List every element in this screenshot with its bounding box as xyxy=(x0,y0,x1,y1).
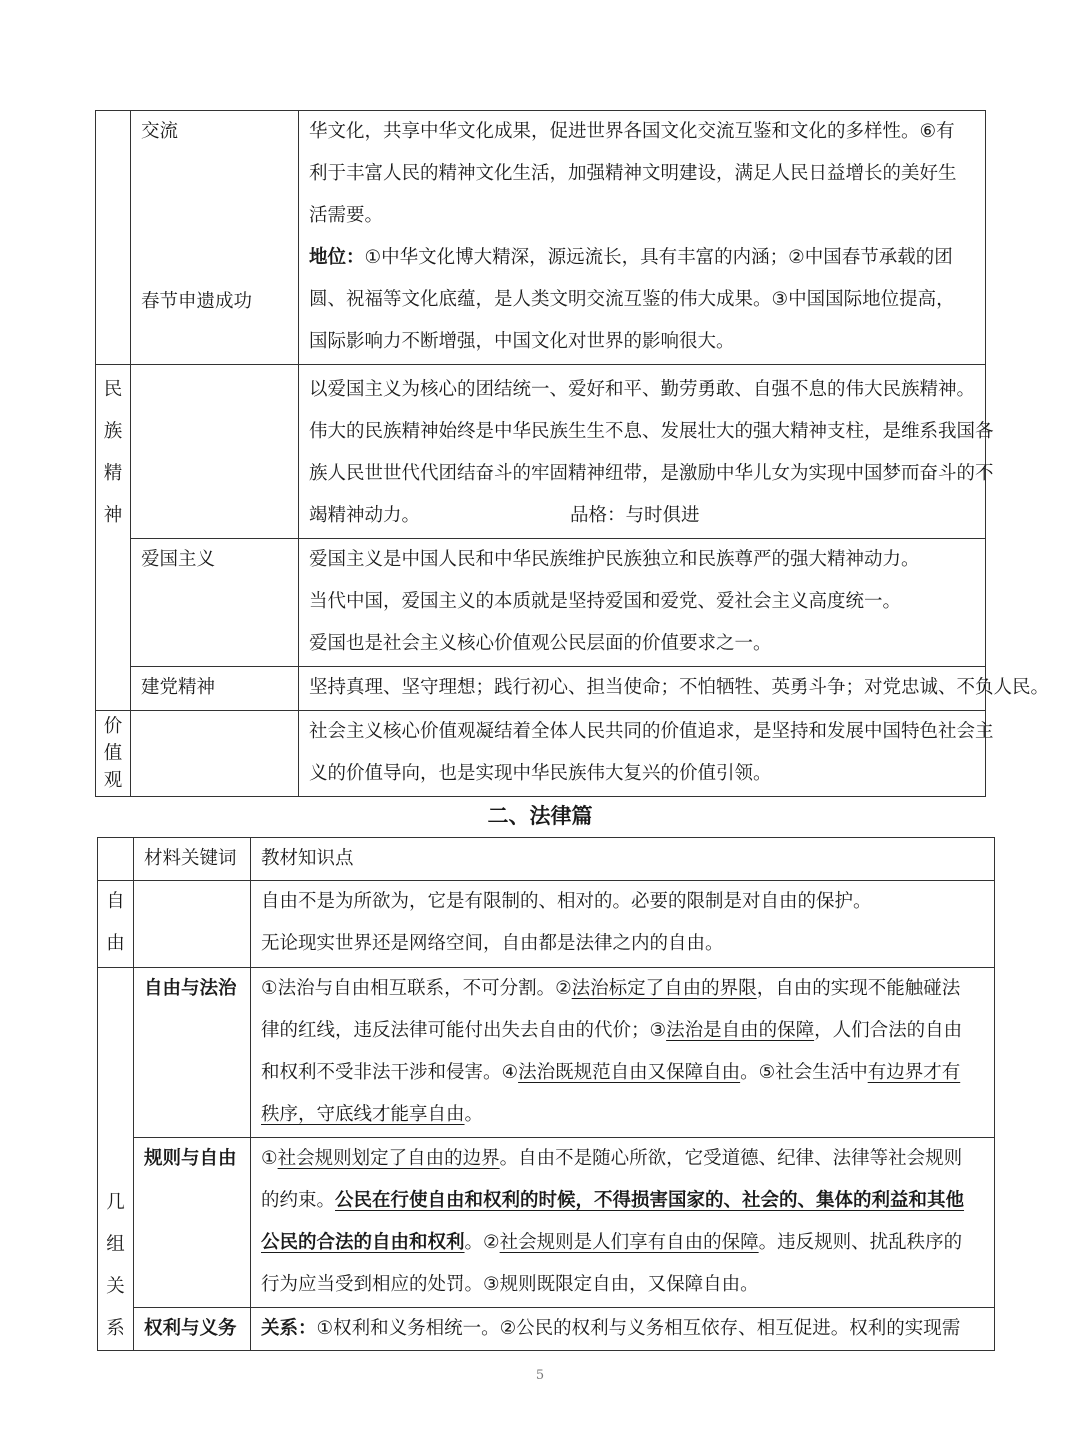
law-table xyxy=(97,837,995,1351)
text-line xyxy=(261,1094,986,1136)
text-span: 和权利不受非法干涉和侵害。④ xyxy=(261,1062,519,1083)
keyword-guize: 规则与自由 xyxy=(144,1148,237,1169)
header-keyword-label: 材料关键词 xyxy=(144,848,237,869)
text-span: 。 xyxy=(464,1104,484,1125)
keyword-fazhi: 自由与法治 xyxy=(144,978,237,999)
table-row xyxy=(98,968,995,1138)
category-char: 神 xyxy=(103,505,123,526)
knowledge-cell xyxy=(251,881,995,968)
knowledge-cell xyxy=(251,968,995,1138)
text-line xyxy=(261,968,986,1010)
underlined-span: 秩序，守底线才能享自由 xyxy=(261,1104,465,1125)
text-span: 律的红线，违反法律可能付出失去自由的代价；③ xyxy=(261,1020,667,1041)
header-blank xyxy=(98,838,134,881)
text-line: 当代中国，爱国主义的本质就是坚持爱国和爱党、爱社会主义高度统一。 xyxy=(309,591,902,612)
text-line xyxy=(309,495,977,537)
category-cell-ziyou xyxy=(98,881,134,968)
text-line: 国际影响力不断增强，中国文化对世界的影响很大。 xyxy=(309,331,735,352)
bold-underlined-span: 公民的合法的自由和权利 xyxy=(261,1232,465,1253)
text-line xyxy=(261,1138,986,1180)
section-title: 二、法律篇 xyxy=(487,804,593,828)
text-span: 。违反规则、扰乱秩序的 xyxy=(758,1232,963,1253)
status-label: 地位： xyxy=(309,247,365,268)
table-row xyxy=(98,1138,995,1308)
text-span: 。自由不是随心所欲，它受道德、纪律、法律等社会规则 xyxy=(499,1148,963,1169)
table-header-row xyxy=(98,838,995,881)
category-char: 族 xyxy=(103,421,123,442)
category-cell-jizu xyxy=(98,968,134,1351)
category-char: 几 xyxy=(106,1192,125,1213)
category-char: 自 xyxy=(106,891,125,912)
knowledge-cell xyxy=(299,667,1050,711)
category-char: 组 xyxy=(106,1234,125,1255)
category-char: 精 xyxy=(103,463,123,484)
text-span: 。⑤社会生活中 xyxy=(740,1062,868,1083)
blank-cell xyxy=(131,365,299,539)
keyword-cell xyxy=(131,111,299,365)
text-span: 。② xyxy=(464,1232,500,1253)
text-line: 社会主义核心价值观凝结着全体人民共同的价值追求，是坚持和发展中国特色社会主 xyxy=(309,721,994,742)
text-line xyxy=(309,237,977,279)
status-text: ①中华文化博大精深，源远流长，具有丰富的内涵；②中国春节承载的团 xyxy=(364,247,953,268)
keyword-jiaoliu: 交流 xyxy=(141,121,179,142)
category-cell-jiazhiguan xyxy=(96,711,131,797)
underlined-span: 法治既规范自由又保障自由 xyxy=(518,1062,741,1083)
keyword-cell xyxy=(131,667,299,711)
bold-underlined-span: 公民在行使自由和权利的时候，不得损害国家的、社会的、集体的利益和其他 xyxy=(335,1190,965,1211)
keyword-chunjie: 春节申遗成功 xyxy=(141,291,253,312)
knowledge-cell xyxy=(299,365,994,539)
text-span: ，人们合法的自由 xyxy=(814,1020,963,1041)
table-row xyxy=(96,365,986,539)
text-line: 利于丰富人民的精神文化生活，加强精神文明建设，满足人民日益增长的美好生 xyxy=(309,163,957,184)
knowledge-cell xyxy=(299,539,986,667)
underlined-span: 有边界才有 xyxy=(867,1062,961,1083)
table-row xyxy=(96,539,986,667)
table-row xyxy=(96,667,986,711)
text-line: 义的价值导向，也是实现中华民族伟大复兴的价值引领。 xyxy=(309,763,772,784)
text-line: 无论现实世界还是网络空间，自由都是法律之内的自由。 xyxy=(261,933,724,954)
keyword-cell xyxy=(131,539,299,667)
category-char: 值 xyxy=(103,743,123,764)
text-span: ①法治与自由相互联系，不可分割。② xyxy=(261,978,572,999)
text-line: 坚持真理、坚守理想；践行初心、担当使命；不怕牺牲、英勇斗争；对党忠诚、不负人民。 xyxy=(309,677,1050,698)
underlined-span: 社会规则是人们享有自由的保障 xyxy=(499,1232,759,1253)
category-char: 观 xyxy=(103,770,123,791)
text-line: 华文化，共享中华文化成果，促进世界各国文化交流互鉴和文化的多样性。⑥有 xyxy=(309,121,955,142)
text-span: 的约束。 xyxy=(261,1190,336,1211)
text-line: 行为应当受到相应的处罚。③规则既限定自由，又保障自由。 xyxy=(261,1274,759,1295)
category-char: 关 xyxy=(106,1276,125,1297)
header-keyword xyxy=(134,838,251,881)
relation-label: 关系： xyxy=(261,1318,317,1339)
category-char: 由 xyxy=(106,933,125,954)
pinge-text: 品格：与时俱进 xyxy=(570,505,700,526)
text-span: 竭精神动力。 xyxy=(309,505,421,526)
table-row xyxy=(96,711,986,797)
text-line: 自由不是为所欲为，它是有限制的、相对的。必要的限制是对自由的保护。 xyxy=(261,891,872,912)
table-row xyxy=(98,1308,995,1351)
category-char: 民 xyxy=(103,379,123,400)
underlined-span: 社会规则划定了自由的边界 xyxy=(277,1148,500,1169)
text-line xyxy=(261,1222,986,1264)
knowledge-cell xyxy=(299,111,986,365)
keyword-cell xyxy=(134,968,251,1138)
text-line: 活需要。 xyxy=(309,205,384,226)
keyword-aiguo: 爱国主义 xyxy=(141,549,216,570)
keyword-jiandang: 建党精神 xyxy=(141,677,216,698)
text-line xyxy=(261,1308,986,1350)
keyword-cell xyxy=(134,1308,251,1351)
table-row xyxy=(98,881,995,968)
text-line: 爱国也是社会主义核心价值观公民层面的价值要求之一。 xyxy=(309,633,772,654)
knowledge-cell xyxy=(299,711,994,797)
text-span: ①权利和义务相统一。②公民的权利与义务相互依存、相互促进。权利的实现需 xyxy=(316,1318,961,1339)
underlined-span: 法治标定了自由的界限 xyxy=(571,978,757,999)
keyword-quanli: 权利与义务 xyxy=(144,1318,237,1339)
category-char: 价 xyxy=(103,716,123,737)
text-line xyxy=(261,1180,986,1222)
text-line: 伟大的民族精神始终是中华民族生生不息、发展壮大的强大精神支柱，是维系我国各 xyxy=(309,421,994,442)
text-line: 族人民世世代代团结奋斗的牢固精神纽带，是激励中华儿女为实现中国梦而奋斗的不 xyxy=(309,463,994,484)
category-char: 系 xyxy=(106,1318,125,1339)
text-line xyxy=(261,1010,986,1052)
blank-cell xyxy=(96,111,131,365)
knowledge-cell xyxy=(251,1138,995,1308)
header-knowledge xyxy=(251,838,995,881)
knowledge-cell xyxy=(251,1308,995,1351)
text-span: ，自由的实现不能触碰法 xyxy=(756,978,961,999)
text-span: ① xyxy=(261,1148,278,1169)
page-number: 5 xyxy=(535,1368,545,1383)
underlined-span: 法治是自由的保障 xyxy=(666,1020,815,1041)
culture-spirit-table xyxy=(95,110,1050,797)
header-knowledge-label: 教材知识点 xyxy=(261,848,354,869)
category-cell-minzu xyxy=(96,365,131,711)
table-row xyxy=(96,111,986,365)
text-line: 圆、祝福等文化底蕴，是人类文明交流互鉴的伟大成果。③中国国际地位提高， xyxy=(309,289,955,310)
text-line: 爱国主义是中国人民和中华民族维护民族独立和民族尊严的强大精神动力。 xyxy=(309,549,920,570)
keyword-cell xyxy=(134,1138,251,1308)
blank-cell xyxy=(134,881,251,968)
blank-cell xyxy=(131,711,299,797)
text-line xyxy=(261,1052,986,1094)
text-line: 以爱国主义为核心的团结统一、爱好和平、勤劳勇敢、自强不息的伟大民族精神。 xyxy=(309,379,976,400)
